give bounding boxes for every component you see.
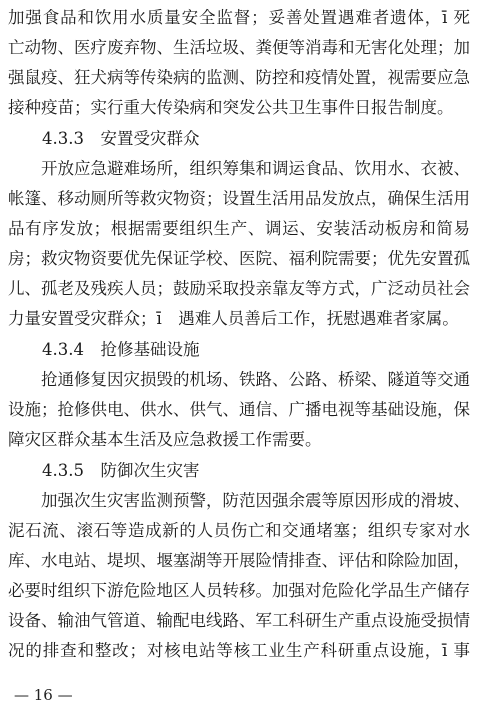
- text-line: 品有序发放；根据需要组织生产、调运、安装活动板房和简易: [8, 219, 470, 238]
- text-line: 接种疫苗；实行重大传染病和突发公共卫生事件日报告制度。: [8, 98, 454, 117]
- text-line: 儿、孤老及残疾人员；鼓励采取投亲靠友等方式，广泛动员社会: [8, 279, 470, 298]
- text-line: 障灾区群众基本生活及应急救援工作需要。: [8, 430, 322, 449]
- section-heading-4-3-4: 4.3.4 抢修基础设施: [42, 340, 200, 359]
- text-line: 加强食品和饮用水质量安全监督；妥善处置遇难者遗体，ī 死: [8, 8, 470, 27]
- text-line: 况的排查和整改；对核电站等核工业生产科研重点设施，ī 事: [8, 641, 470, 660]
- section-heading-4-3-3: 4.3.3 安置受灾群众: [42, 129, 200, 148]
- text-line: 库、水电站、堤坝、堰塞湖等开展险情排查、评估和除险加固，: [8, 551, 470, 570]
- section-heading-4-3-5: 4.3.5 防御次生灾害: [42, 461, 200, 480]
- text-line: 强鼠疫、狂犬病等传染病的监测、防控和疫情处置，视需要应急: [8, 68, 470, 87]
- text-line: 加强次生灾害监测预警，防范因强余震等原因形成的滑坡、: [8, 491, 470, 510]
- text-line: 房；救灾物资要优先保证学校、医院、福利院需要；优先安置孤: [8, 249, 470, 268]
- text-line: 抢通修复因灾损毁的机场、铁路、公路、桥梁、隧道等交通: [8, 370, 470, 389]
- text-line: 力量安置受灾群众；ī 遇难人员善后工作，抚慰遇难者家属。: [8, 309, 459, 328]
- text-line: 泥石流、滚石等造成新的人员伤亡和交通堵塞；组织专家对水: [8, 521, 470, 540]
- page-number: — 16 —: [14, 686, 73, 704]
- text-line: 亡动物、医疗废弃物、生活垃圾、粪便等消毒和无害化处理；加: [8, 38, 470, 57]
- text-line: 必要时组织下游危险地区人员转移。加强对危险化学品生产储存: [8, 581, 470, 600]
- text-line: 帐篷、移动厕所等救灾物资；设置生活用品发放点，确保生活用: [8, 189, 470, 208]
- text-line: 开放应急避难场所，组织筹集和调运食品、饮用水、衣被、: [8, 159, 470, 178]
- text-line: 设备、输油气管道、输配电线路、军工科研生产重点设施受损情: [8, 611, 470, 630]
- text-line: 设施；抢修供电、供水、供气、通信、广播电视等基础设施，保: [8, 400, 470, 419]
